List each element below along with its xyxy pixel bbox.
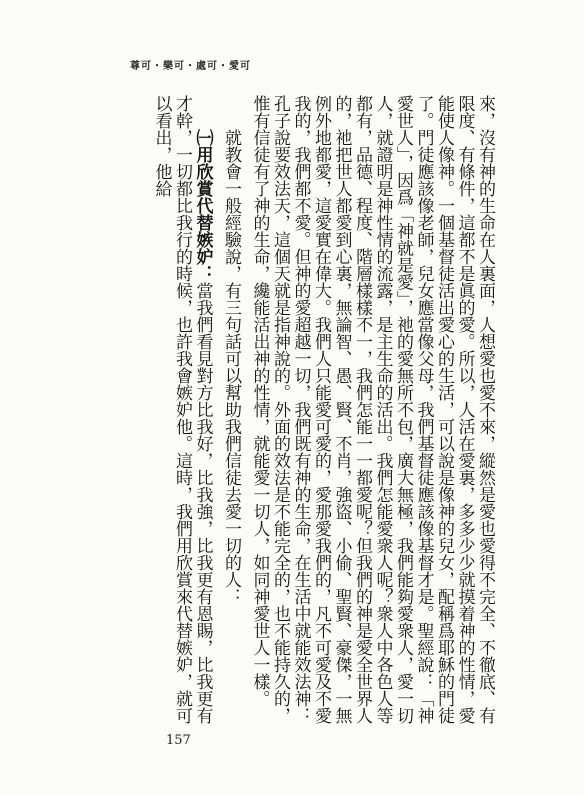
page-number: 157 — [166, 733, 191, 748]
running-head: 尊可・樂可・處可・愛可 — [130, 61, 251, 72]
point-label: ㈠用欣賞代替嫉妒： — [192, 129, 213, 282]
point-text: 當我們看見對方比我好，比我強，比我更有恩賜，比我更有才幹，一切都比我行的時候，也許我會嫉妒他。這時，我們用欣賞來代替嫉妒，就可以看出，他給 — [151, 95, 213, 724]
paragraph-2: 就教會一般經驗說，有三句話可以幫助我們信徒去愛一切的人： — [221, 129, 241, 605]
paragraph-3 — [151, 95, 213, 735]
paragraph-1: 來，沒有神的生命在人裏面，人想愛也愛不來，縱然是愛也愛得不完全、不徹底、有限度、有條件，這都不是眞的愛。所以，人活在愛裏，多多少少就摸着神的性情，愛能使人像神。一個基督徒活出愛心的生活，可以說是像神的兒女，配稱爲耶穌的門徒了。門徒應該像老師，兒女應當像父母，我們基督徒應該像基督才是。聖經說：「神愛世人」，因爲「神就是愛」，祂的愛無所不包，廣大無極，我們能夠愛衆人，愛一切人，就證明是神性情的流露，是主生命的活出。我們怎能愛衆人呢？衆人中各色人等都有，品德、程度、階層樣樣不一，我們怎能一一都愛呢？但我們的神是愛全世界人的，祂把世人都愛到心裏，無論智、愚、賢、不肖，強盜、小偷、聖賢、豪傑，一無例外地都愛，這愛實在偉大。我們人只能愛可愛的，愛那愛我們的，凡不可愛及不愛我的，我們都不愛。但神的愛超越一切，我們既有神的生命，在生活中就能效法神：孔子說要效法天，這個天就是指神說的。外面的效法是不能完全的，也不能持久的，惟有信徒有了神的生命，纔能活出神的性情，就能愛一切人，如同神愛世人一樣。 — [249, 95, 495, 724]
body-text — [100, 95, 495, 735]
